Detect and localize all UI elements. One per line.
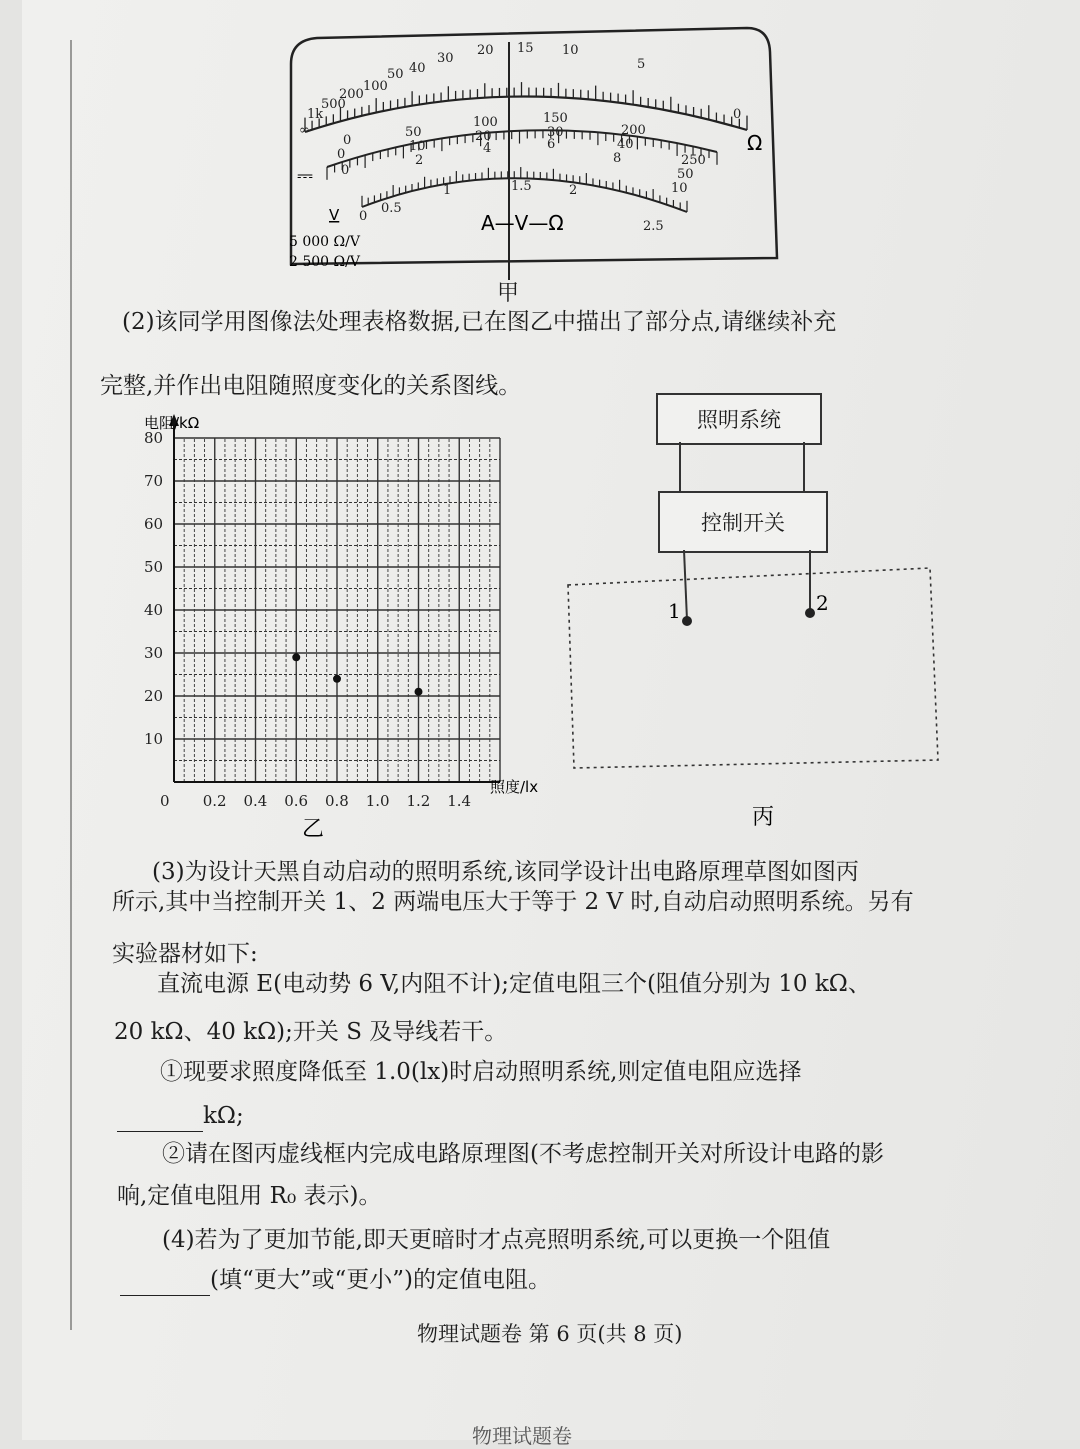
q2-line1: (2)该同学用图像法处理表格数据,已在图乙中描出了部分点,请继续补充 <box>122 309 837 335</box>
q4-line2 <box>120 1264 551 1296</box>
ohm-scale-label: 100 <box>363 79 388 94</box>
x-tick-label: 0 <box>160 792 170 810</box>
q2-line2: 完整,并作出电阻随照度变化的关系图线。 <box>100 373 522 399</box>
dc-scale-a-label: 200 <box>621 123 646 138</box>
q3-line4: 直流电源 E(电动势 6 V,内阻不计);定值电阻三个(阻值分别为 10 kΩ、 <box>157 971 871 997</box>
q3-line1: (3)为设计天黑自动启动的照明系统,该同学设计出电路原理草图如图丙 <box>152 859 859 885</box>
ohm-scale-label: 30 <box>437 51 454 66</box>
data-point <box>292 653 300 661</box>
note-2500: 2 500 Ω/V <box>289 254 360 270</box>
dc-scale-b-label: 20 <box>475 129 492 144</box>
y-tick-label: 40 <box>144 601 164 619</box>
answer-blank-2[interactable] <box>120 1271 210 1296</box>
dc-scale-c-label: 0 <box>341 163 350 178</box>
ac-scale-label: 1 <box>443 183 452 198</box>
resistance-illuminance-chart <box>102 408 582 848</box>
x-tick-label: 0.4 <box>243 792 268 810</box>
dc-scale-c-label: 2 <box>415 153 424 168</box>
ohm-scale-label: 10 <box>562 43 579 58</box>
ac-scale-label: 2 <box>569 183 578 198</box>
q3-line6: ①现要求照度降低至 1.0(lx)时启动照明系统,则定值电阻应选择 <box>160 1059 802 1085</box>
q3-line7-unit: kΩ; <box>203 1103 244 1129</box>
note-5000: 5 000 Ω/V <box>289 234 360 250</box>
x-tick-label: 1.4 <box>447 792 472 810</box>
q3-line5: 20 kΩ、40 kΩ);开关 S 及导线若干。 <box>114 1019 508 1045</box>
q4-line1: (4)若为了更加节能,即天更暗时才点亮照明系统,可以更换一个阻值 <box>162 1227 831 1253</box>
ohm-scale-label: 50 <box>387 67 404 82</box>
q3-line3: 实验器材如下: <box>112 941 258 967</box>
q3-line9: 响,定值电阻用 R₀ 表示)。 <box>117 1183 382 1209</box>
dc-scale-a-label: 100 <box>473 115 498 130</box>
ac-scale-label: 1.5 <box>511 179 532 194</box>
caption-jia: 甲 <box>497 281 520 306</box>
y-tick-label: 70 <box>144 472 164 490</box>
ohm-scale-label: 0 <box>733 107 742 122</box>
x-tick-label: 1.0 <box>365 792 390 810</box>
margin-line <box>70 40 72 1330</box>
q3-line7 <box>117 1100 244 1132</box>
ac-scale-label: 0 <box>359 209 368 224</box>
ohm-symbol: Ω <box>747 131 763 155</box>
y-tick-label: 30 <box>144 644 164 662</box>
y-tick-label: 20 <box>144 687 164 705</box>
x-axis-label: 照度/lx <box>490 778 539 796</box>
circuit-sketch <box>562 440 942 830</box>
dc-scale-c-label: 8 <box>613 151 622 166</box>
dc-scale-b-label: 10 <box>409 139 426 154</box>
ohm-scale-label: 5 <box>637 57 646 72</box>
center-label: A—V—Ω <box>481 211 564 235</box>
exam-page <box>22 0 1080 1448</box>
dc-scale-a-label: 0 <box>343 133 352 148</box>
dc-scale-b-label: 30 <box>547 125 564 140</box>
y-tick-label: 80 <box>144 429 164 447</box>
y-tick-label: 50 <box>144 558 164 576</box>
dc-scale-c-label: 4 <box>483 141 492 156</box>
terminal-2: 2 <box>816 591 829 615</box>
q3-line2: 所示,其中当控制开关 1、2 两端电压大于等于 2 V 时,自动启动照明系统。另有 <box>112 889 914 915</box>
y-axis-label: 电阻/kΩ <box>144 414 200 432</box>
ac-mark: V <box>329 206 340 224</box>
dc-scale-a-label: 250 <box>681 153 706 168</box>
caption-yi: 乙 <box>302 817 325 842</box>
dc-scale-c-label: 10 <box>671 181 688 196</box>
page-footer: 物理试题卷 第 6 页(共 8 页) <box>417 1322 683 1346</box>
ohm-scale-label: ∞ <box>299 123 310 138</box>
dc-scale-a-label: 150 <box>543 111 568 126</box>
data-point <box>333 675 341 683</box>
ohm-scale-label: 500 <box>321 97 346 112</box>
x-tick-label: 1.2 <box>406 792 431 810</box>
q3-line8: ②请在图丙虚线框内完成电路原理图(不考虑控制开关对所设计电路的影 <box>162 1141 884 1167</box>
x-tick-label: 0.8 <box>325 792 349 810</box>
data-point <box>415 688 423 696</box>
dc-scale-b-label: 0 <box>337 147 346 162</box>
control-switch-box: 控制开关 <box>658 491 828 553</box>
ac-scale-label: 2.5 <box>643 219 664 234</box>
dc-mark: ⎓ <box>297 163 313 187</box>
q4-line2-text: (填“更大”或“更小”)的定值电阻。 <box>210 1267 551 1293</box>
multimeter-dial <box>277 22 787 280</box>
dc-scale-b-label: 50 <box>677 167 694 182</box>
y-tick-label: 60 <box>144 515 164 533</box>
ohm-scale-label: 15 <box>517 41 534 56</box>
dc-scale-b-label: 40 <box>617 137 634 152</box>
x-tick-label: 0.6 <box>284 792 309 810</box>
ohm-scale-label: 1k <box>307 107 324 122</box>
next-page-footer-cut: 物理试题卷 <box>472 1424 572 1448</box>
dc-scale-a-label: 50 <box>405 125 422 140</box>
ohm-scale-label: 20 <box>477 43 494 58</box>
caption-bing: 丙 <box>752 805 775 830</box>
ohm-scale-label: 40 <box>409 61 426 76</box>
x-tick-label: 0.2 <box>202 792 227 810</box>
y-tick-label: 10 <box>144 730 164 748</box>
ohm-scale-label: 200 <box>339 87 364 102</box>
dc-scale-c-label: 6 <box>547 137 556 152</box>
answer-blank-1[interactable] <box>117 1107 203 1132</box>
ac-scale-label: 0.5 <box>381 201 402 216</box>
lighting-system-box: 照明系统 <box>656 393 822 445</box>
terminal-1: 1 <box>668 599 681 623</box>
